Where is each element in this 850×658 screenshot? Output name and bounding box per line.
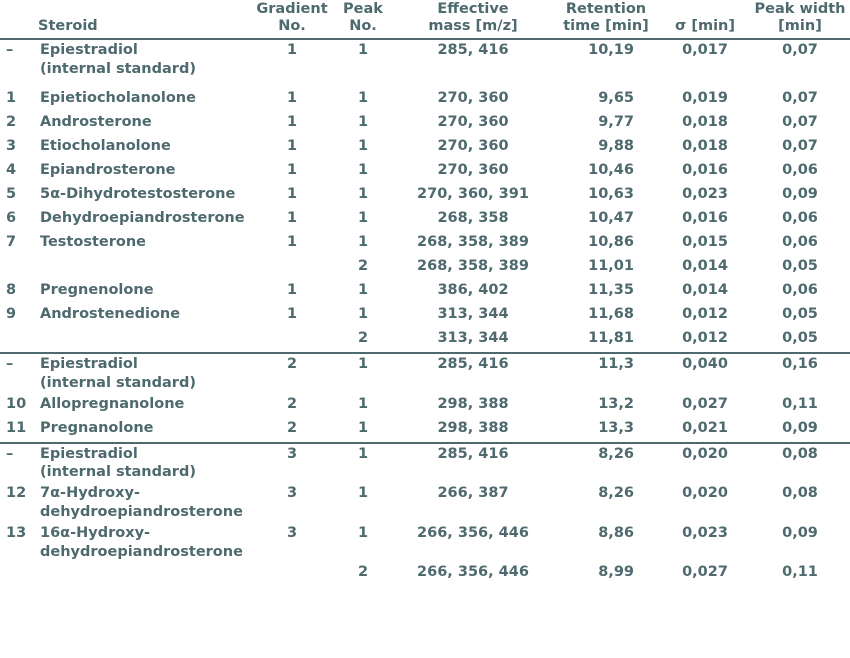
cell-steroid-subline: dehydroepiandrosterone (40, 543, 243, 560)
cell-steroid: Dehydroepiandrosterone (40, 209, 245, 226)
cell-sigma: 0,027 (682, 563, 728, 580)
cell-effective-mass: 270, 360, 391 (417, 185, 529, 202)
cell-peak-width: 0,05 (782, 257, 818, 274)
cell-retention-time: 11,81 (588, 329, 634, 346)
cell-no: 1 (6, 89, 17, 106)
cell-steroid: Epietiocholanolone (40, 89, 196, 106)
table-row (0, 232, 850, 256)
cell-effective-mass: 268, 358, 389 (417, 233, 529, 250)
cell-gradient-no: 1 (286, 42, 298, 59)
cell-peak-width: 0,07 (782, 42, 818, 59)
cell-steroid-subline: (internal standard) (40, 464, 196, 481)
cell-peak-no: 1 (357, 485, 369, 502)
cell-steroid (34, 328, 252, 353)
cell-retention-time: 8,26 (552, 443, 660, 484)
cell-peak-no: 1 (357, 281, 369, 298)
cell-retention-time: 11,01 (588, 257, 634, 274)
cell-effective-mass: 386, 402 (437, 281, 509, 298)
cell-gradient-no (252, 563, 332, 586)
cell-effective-mass: 268, 358 (437, 209, 509, 226)
cell-steroid: Etiocholanolone (40, 137, 171, 154)
cell-retention-time: 13,3 (598, 419, 634, 436)
cell-effective-mass: 268, 358, 389 (417, 257, 529, 274)
table-row (0, 523, 850, 563)
cell-gradient-no: 1 (286, 161, 298, 178)
cell-gradient-no (252, 328, 332, 353)
cell-sigma: 0,017 (682, 42, 728, 59)
cell-peak-width: 0,11 (782, 395, 818, 412)
cell-retention-time: 8,26 (598, 485, 634, 502)
cell-effective-mass: 285, 416 (437, 42, 509, 59)
cell-retention-time: 10,46 (588, 161, 634, 178)
cell-steroid: Testosterone (40, 233, 146, 250)
cell-sigma: 0,023 (682, 185, 728, 202)
column-header-sigma-line2: σ [min] (675, 18, 735, 35)
cell-sigma: 0,015 (682, 233, 728, 250)
cell-peak-no: 1 (357, 185, 369, 202)
cell-peak-no: 1 (357, 419, 369, 436)
cell-peak-width: 0,07 (782, 89, 818, 106)
column-header-mass-line2: mass [m/z] (428, 18, 518, 35)
cell-effective-mass: 313, 344 (437, 305, 509, 322)
cell-retention-time: 9,88 (598, 137, 634, 154)
cell-effective-mass: 285, 416 (394, 443, 552, 484)
column-header-no (0, 0, 34, 39)
cell-gradient-no: 1 (286, 137, 298, 154)
cell-steroid: Pregnanolone (40, 419, 154, 436)
table-row (0, 563, 850, 586)
cell-no (0, 256, 34, 280)
table-row (0, 280, 850, 304)
cell-gradient-no: 3 (286, 485, 298, 502)
table-row (0, 112, 850, 136)
cell-peak-width: 0,11 (782, 563, 818, 580)
cell-peak-width: 0,07 (782, 137, 818, 154)
cell-sigma: 0,019 (682, 89, 728, 106)
cell-sigma: 0,012 (682, 305, 728, 322)
column-header-effective-mass (394, 0, 552, 39)
cell-peak-no: 2 (357, 329, 369, 346)
cell-gradient-no: 1 (286, 113, 298, 130)
table-row (0, 256, 850, 280)
cell-peak-width: 0,07 (782, 113, 818, 130)
column-header-gradient-line2: No. (278, 18, 306, 35)
cell-steroid-subline: dehydroepiandrosterone (40, 504, 243, 521)
cell-retention-time: 9,77 (598, 113, 634, 130)
cell-effective-mass: 266, 387 (437, 485, 509, 502)
cell-sigma: 0,027 (682, 395, 728, 412)
cell-effective-mass: 270, 360 (437, 89, 509, 106)
cell-steroid-subline: (internal standard) (40, 374, 196, 391)
table-row (0, 184, 850, 208)
column-header-gradient-no (252, 0, 332, 39)
cell-no: 11 (6, 419, 27, 436)
cell-retention-time: 9,65 (598, 89, 634, 106)
cell-peak-no: 1 (357, 161, 369, 178)
table-row (0, 394, 850, 418)
column-header-peak-width (750, 0, 850, 39)
cell-sigma: 0,023 (682, 524, 728, 541)
cell-steroid: Epiestradiol (internal standard) (34, 39, 252, 80)
cell-steroid: Pregnenolone (40, 281, 154, 298)
column-header-peak-line2: No. (349, 18, 377, 35)
cell-steroid: Epiestradiol (internal standard) (34, 443, 252, 484)
cell-no: 6 (6, 209, 17, 226)
table-row (0, 483, 850, 523)
column-header-rt-line2: time [min] (563, 18, 649, 35)
cell-retention-time: 10,63 (588, 185, 634, 202)
cell-sigma: 0,012 (682, 329, 728, 346)
cell-peak-width: 0,08 (750, 443, 850, 484)
cell-peak-width: 0,05 (782, 305, 818, 322)
cell-peak-width: 0,09 (782, 524, 818, 541)
table-row (0, 208, 850, 232)
cell-steroid (34, 256, 252, 280)
cell-gradient-no: 1 (286, 305, 298, 322)
cell-no: – (0, 443, 34, 484)
cell-steroid: 16α-Hydroxy- dehydroepiandrosterone (34, 523, 252, 563)
cell-peak-no: 1 (357, 305, 369, 322)
cell-peak-width: 0,06 (782, 209, 818, 226)
cell-peak-no: 1 (357, 209, 369, 226)
cell-sigma: 0,018 (682, 113, 728, 130)
cell-peak-no: 1 (357, 137, 369, 154)
cell-gradient-no: 1 (286, 89, 298, 106)
cell-gradient-no: 2 (252, 353, 332, 394)
cell-gradient-no: 1 (286, 209, 298, 226)
cell-retention-time: 8,86 (598, 524, 634, 541)
cell-sigma: 0,040 (660, 353, 750, 394)
table-row (0, 39, 850, 80)
cell-steroid-subline: (internal standard) (40, 61, 196, 78)
cell-gradient-no: 3 (252, 443, 332, 484)
cell-retention-time: 10,47 (588, 209, 634, 226)
table-header (0, 0, 850, 39)
cell-retention-time: 10,86 (588, 233, 634, 250)
cell-effective-mass: 270, 360 (437, 161, 509, 178)
cell-effective-mass: 266, 356, 446 (417, 524, 529, 541)
cell-retention-time: 11,35 (588, 281, 634, 298)
cell-sigma: 0,016 (682, 161, 728, 178)
cell-effective-mass: 266, 356, 446 (417, 563, 529, 580)
column-header-mass-line1: Effective (437, 1, 509, 17)
column-header-width-line2: [min] (778, 18, 822, 35)
cell-peak-no: 1 (332, 353, 394, 394)
cell-peak-no: 1 (332, 443, 394, 484)
cell-no: 9 (6, 305, 17, 322)
cell-sigma: 0,016 (682, 209, 728, 226)
cell-steroid: Androsterone (40, 113, 152, 130)
table-row (0, 304, 850, 328)
cell-gradient-no: 2 (286, 395, 298, 412)
cell-no: 2 (6, 113, 17, 130)
column-header-retention-time (552, 0, 660, 39)
cell-effective-mass: 298, 388 (437, 419, 509, 436)
table-row (0, 136, 850, 160)
spacer-cell (0, 80, 850, 88)
cell-peak-width: 0,16 (750, 353, 850, 394)
cell-no: – (0, 353, 34, 394)
cell-peak-no: 1 (357, 113, 369, 130)
column-header-peak-line1: Peak (343, 1, 383, 17)
cell-peak-no: 1 (357, 89, 369, 106)
table-row (0, 418, 850, 443)
cell-sigma: 0,014 (682, 257, 728, 274)
cell-peak-no: 1 (357, 524, 369, 541)
cell-effective-mass: 270, 360 (437, 137, 509, 154)
cell-peak-width: 0,08 (782, 485, 818, 502)
cell-peak-no: 1 (357, 42, 369, 59)
cell-steroid: Epiestradiol (internal standard) (34, 353, 252, 394)
cell-retention-time: 8,99 (598, 563, 634, 580)
cell-sigma: 0,020 (660, 443, 750, 484)
cell-sigma: 0,014 (682, 281, 728, 298)
table-body (0, 39, 850, 585)
cell-no: 4 (6, 161, 17, 178)
cell-retention-time: 11,3 (552, 353, 660, 394)
cell-peak-width: 0,06 (782, 233, 818, 250)
cell-retention-time: 10,19 (588, 42, 634, 59)
cell-steroid: 7α-Hydroxy- dehydroepiandrosterone (34, 483, 252, 523)
cell-peak-width: 0,06 (782, 281, 818, 298)
column-header-width-line1: Peak width (754, 1, 846, 17)
cell-no: 5 (6, 185, 17, 202)
column-header-rt-line1: Retention (565, 1, 647, 17)
cell-no: 12 (6, 485, 27, 502)
table-row (0, 160, 850, 184)
table-row (0, 88, 850, 112)
cell-sigma: 0,020 (682, 485, 728, 502)
cell-sigma: 0,018 (682, 137, 728, 154)
cell-gradient-no: 3 (286, 524, 298, 541)
cell-steroid (34, 563, 252, 586)
cell-effective-mass: 285, 416 (394, 353, 552, 394)
cell-gradient-no (252, 256, 332, 280)
cell-effective-mass: 313, 344 (437, 329, 509, 346)
cell-no: 10 (6, 395, 27, 412)
cell-no (0, 563, 34, 586)
cell-peak-width: 0,06 (782, 161, 818, 178)
column-header-sigma (660, 0, 750, 39)
cell-peak-no: 1 (357, 395, 369, 412)
cell-no: 8 (6, 281, 17, 298)
cell-retention-time: 13,2 (598, 395, 634, 412)
cell-no: 7 (6, 233, 17, 250)
cell-gradient-no: 1 (286, 185, 298, 202)
cell-sigma: 0,021 (682, 419, 728, 436)
table-row (0, 443, 850, 484)
cell-gradient-no: 2 (286, 419, 298, 436)
cell-no (0, 328, 34, 353)
cell-peak-width: 0,09 (782, 419, 818, 436)
cell-peak-no: 2 (357, 563, 369, 580)
column-header-peak-no (332, 0, 394, 39)
cell-steroid: Androstenedione (40, 305, 181, 322)
cell-peak-width: 0,09 (782, 185, 818, 202)
cell-effective-mass: 270, 360 (437, 113, 509, 130)
cell-steroid: 5α-Dihydrotestosterone (40, 185, 236, 202)
cell-steroid: Epiandrosterone (40, 161, 176, 178)
cell-no: – (6, 42, 14, 59)
table-row (0, 328, 850, 353)
cell-no: 3 (6, 137, 17, 154)
cell-peak-no: 2 (357, 257, 369, 274)
column-header-gradient-line1: Gradient (256, 1, 328, 17)
cell-retention-time: 11,68 (588, 305, 634, 322)
column-header-steroid-label: Steroid (38, 18, 98, 35)
cell-gradient-no: 1 (286, 233, 298, 250)
cell-peak-width: 0,05 (782, 329, 818, 346)
cell-no: 13 (6, 524, 27, 541)
table-row (0, 353, 850, 394)
table-row-spacer (0, 80, 850, 88)
cell-effective-mass: 298, 388 (437, 395, 509, 412)
cell-peak-no: 1 (357, 233, 369, 250)
column-header-steroid (34, 0, 252, 39)
cell-gradient-no: 1 (286, 281, 298, 298)
cell-steroid: Allopregnanolone (40, 395, 185, 412)
